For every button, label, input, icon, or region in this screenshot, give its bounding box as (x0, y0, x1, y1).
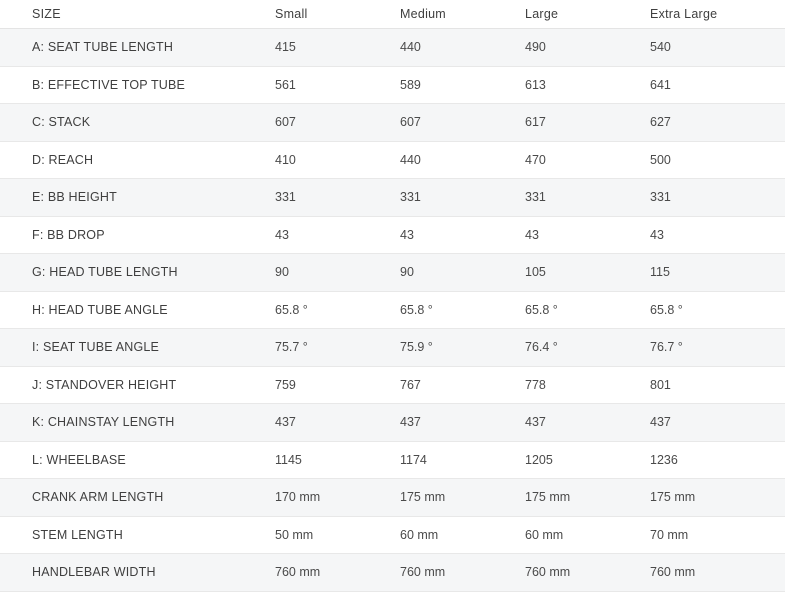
row-label: B: EFFECTIVE TOP TUBE (0, 66, 270, 104)
table-row (0, 29, 785, 67)
cell-medium: 440 (395, 141, 520, 179)
cell-small: 607 (270, 104, 395, 142)
row-label: L: WHEELBASE (0, 441, 270, 479)
cell-extra-large: 175 mm (645, 479, 785, 517)
cell-large: 760 mm (520, 554, 645, 592)
cell-small: 43 (270, 216, 395, 254)
cell-medium: 760 mm (395, 554, 520, 592)
table-row (0, 404, 785, 442)
cell-medium: 607 (395, 104, 520, 142)
cell-medium: 440 (395, 29, 520, 67)
row-label: STEM LENGTH (0, 516, 270, 554)
cell-large: 60 mm (520, 516, 645, 554)
row-label: HANDLEBAR WIDTH (0, 554, 270, 592)
column-header-small: Small (270, 0, 395, 29)
row-label: A: SEAT TUBE LENGTH (0, 29, 270, 67)
cell-extra-large: 641 (645, 66, 785, 104)
row-label: I: SEAT TUBE ANGLE (0, 329, 270, 367)
cell-medium: 437 (395, 404, 520, 442)
table-row (0, 179, 785, 217)
cell-large: 105 (520, 254, 645, 292)
cell-extra-large: 65.8 ° (645, 291, 785, 329)
column-header-extra-large: Extra Large (645, 0, 785, 29)
cell-extra-large: 801 (645, 366, 785, 404)
cell-large: 43 (520, 216, 645, 254)
table-row (0, 141, 785, 179)
cell-large: 617 (520, 104, 645, 142)
cell-extra-large: 331 (645, 179, 785, 217)
cell-small: 415 (270, 29, 395, 67)
table-row (0, 291, 785, 329)
cell-medium: 75.9 ° (395, 329, 520, 367)
column-header-large: Large (520, 0, 645, 29)
cell-extra-large: 540 (645, 29, 785, 67)
cell-medium: 175 mm (395, 479, 520, 517)
cell-large: 331 (520, 179, 645, 217)
table-header (0, 0, 785, 29)
cell-medium: 767 (395, 366, 520, 404)
cell-medium: 90 (395, 254, 520, 292)
cell-large: 76.4 ° (520, 329, 645, 367)
cell-large: 437 (520, 404, 645, 442)
cell-small: 760 mm (270, 554, 395, 592)
cell-extra-large: 1236 (645, 441, 785, 479)
cell-small: 759 (270, 366, 395, 404)
table-row (0, 254, 785, 292)
table-row (0, 479, 785, 517)
cell-small: 170 mm (270, 479, 395, 517)
cell-medium: 1174 (395, 441, 520, 479)
row-label: G: HEAD TUBE LENGTH (0, 254, 270, 292)
cell-extra-large: 437 (645, 404, 785, 442)
cell-small: 50 mm (270, 516, 395, 554)
cell-extra-large: 760 mm (645, 554, 785, 592)
table-row (0, 516, 785, 554)
cell-extra-large: 76.7 ° (645, 329, 785, 367)
row-label: C: STACK (0, 104, 270, 142)
cell-extra-large: 500 (645, 141, 785, 179)
cell-small: 75.7 ° (270, 329, 395, 367)
cell-large: 1205 (520, 441, 645, 479)
table-row (0, 554, 785, 592)
table-row (0, 329, 785, 367)
table-body (0, 29, 785, 592)
cell-extra-large: 70 mm (645, 516, 785, 554)
cell-extra-large: 627 (645, 104, 785, 142)
table-row (0, 441, 785, 479)
row-label: K: CHAINSTAY LENGTH (0, 404, 270, 442)
row-label: F: BB DROP (0, 216, 270, 254)
cell-small: 65.8 ° (270, 291, 395, 329)
table-row (0, 66, 785, 104)
table-row (0, 216, 785, 254)
cell-small: 1145 (270, 441, 395, 479)
column-header-medium: Medium (395, 0, 520, 29)
cell-large: 175 mm (520, 479, 645, 517)
cell-medium: 43 (395, 216, 520, 254)
cell-medium: 65.8 ° (395, 291, 520, 329)
cell-medium: 331 (395, 179, 520, 217)
cell-small: 90 (270, 254, 395, 292)
table-row (0, 104, 785, 142)
cell-extra-large: 115 (645, 254, 785, 292)
cell-extra-large: 43 (645, 216, 785, 254)
cell-small: 410 (270, 141, 395, 179)
cell-large: 65.8 ° (520, 291, 645, 329)
table-row (0, 366, 785, 404)
cell-large: 470 (520, 141, 645, 179)
cell-medium: 589 (395, 66, 520, 104)
cell-small: 561 (270, 66, 395, 104)
cell-large: 778 (520, 366, 645, 404)
table-header-row (0, 0, 785, 29)
row-label: J: STANDOVER HEIGHT (0, 366, 270, 404)
cell-large: 613 (520, 66, 645, 104)
row-label: E: BB HEIGHT (0, 179, 270, 217)
cell-medium: 60 mm (395, 516, 520, 554)
row-label: D: REACH (0, 141, 270, 179)
cell-small: 437 (270, 404, 395, 442)
row-label: H: HEAD TUBE ANGLE (0, 291, 270, 329)
cell-large: 490 (520, 29, 645, 67)
column-header-size: SIZE (0, 0, 270, 29)
cell-small: 331 (270, 179, 395, 217)
row-label: CRANK ARM LENGTH (0, 479, 270, 517)
